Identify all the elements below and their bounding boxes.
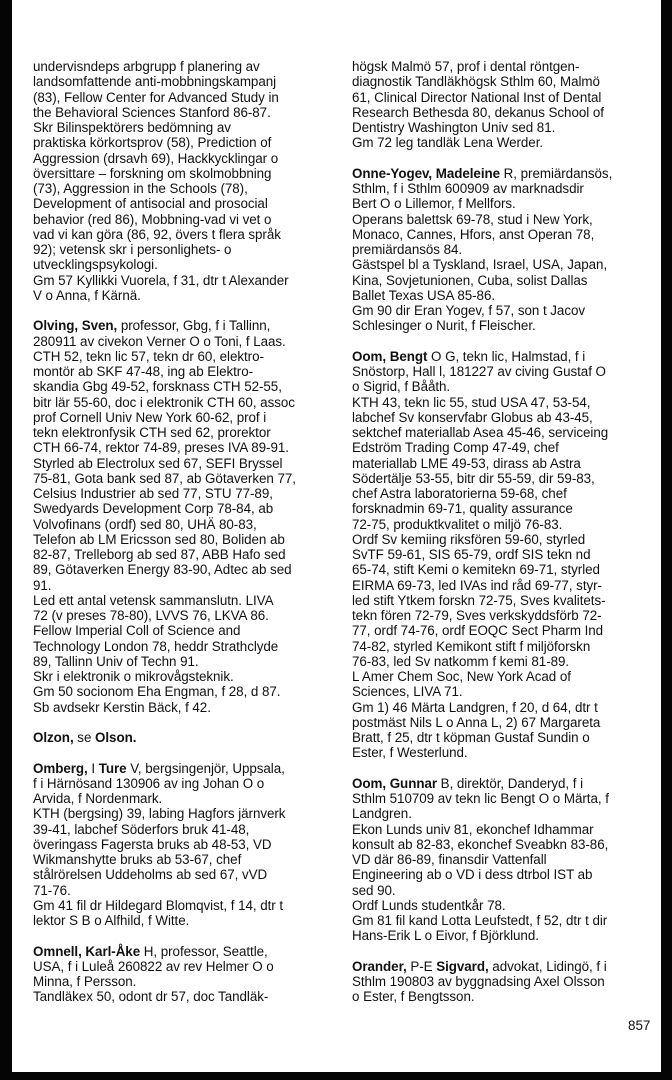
- entry-text: materiallab LME 49-53, dirass ab Astra: [352, 455, 581, 471]
- entry-text: Ballet Texas USA 85-86.: [352, 287, 496, 303]
- entry-text: översittare – forskning om skolmobbning: [33, 165, 272, 181]
- entry-text: Fellow Imperial Coll of Science and: [33, 623, 241, 639]
- entry-text: skandia Gbg 49-52, forsknass CTH 52-55,: [33, 379, 282, 395]
- entry-text: Operans balettsk 69-78, stud i New York,: [352, 211, 593, 227]
- entry-text: Sthlm 510709 av tekn lic Bengt O o Märta, f: [352, 791, 609, 806]
- text-line: [33, 425, 333, 440]
- text-line: [352, 196, 652, 211]
- entry-text: L Amer Chem Soc, New York Acad of: [352, 669, 571, 684]
- text-line: [352, 730, 652, 745]
- entry-text: R, premiärdansös,: [500, 165, 613, 181]
- entry-text: 72 (v preses 78-80), LVVS 76, LKVA 86.: [33, 608, 269, 623]
- entry-text: Research Bethesda 80, dekanus School of: [352, 104, 604, 120]
- text-line: [352, 837, 652, 852]
- text-line: [33, 867, 333, 882]
- text-line: [33, 334, 333, 349]
- entry-text: Schlesinger o Nurit, f Fleischer.: [352, 318, 536, 334]
- entry-text: chef Astra laboratorierna 59-68, chef: [352, 486, 567, 501]
- text-line: [352, 959, 652, 974]
- text-line: [33, 151, 333, 166]
- entry-text: lektor S B o Alfhild, f Witte.: [33, 913, 190, 928]
- entry-name-bold: Olving, Sven,: [33, 318, 118, 334]
- text-line: [352, 135, 652, 150]
- text-line: [352, 547, 652, 562]
- entry-text: högsk Malmö 57, prof i dental röntgen-: [352, 59, 580, 74]
- text-line: [352, 395, 652, 410]
- biography-entry: [33, 59, 333, 303]
- text-line: [352, 639, 652, 654]
- text-line: [352, 456, 652, 471]
- entry-text: undervisndeps arbgrupp f planering av: [33, 59, 260, 74]
- text-line: [352, 166, 652, 181]
- entry-text: postmäst Nils L o Anna L, 2) 67 Margareta: [352, 714, 601, 730]
- entry-text: Gästspel bl a Tyskland, Israel, USA, Japan,: [352, 257, 608, 273]
- text-line: [352, 608, 652, 623]
- text-line: [352, 318, 652, 333]
- entry-text: tekn fören 72-79, Sves verkskyddsförb 72-: [352, 608, 602, 623]
- entry-text: Volvofinans (ordf) sed 80, UHÄ 80-83,: [33, 516, 257, 532]
- entry-text: CTH 66-74, rektor 74-89, preses IVA 89-91.: [33, 440, 289, 456]
- text-line: [33, 776, 333, 791]
- entry-name-bold: Oom, Gunnar: [352, 775, 438, 791]
- entry-text: Development of antisocial and prosocial: [33, 196, 268, 212]
- entry-text: överingass Fagersta bruks ab 48-53, VD: [33, 836, 272, 852]
- entry-text: o Sigrid, f Bååth.: [352, 379, 451, 395]
- entry-text: professor, Gbg, f i Tallinn,: [117, 318, 271, 334]
- entry-text: Ordf Sv kemiing riksfören 59-60, styrled: [352, 531, 586, 547]
- entry-name-bold: Olzon,: [33, 730, 74, 745]
- entry-text: V o Anna, f Kärnä.: [33, 287, 141, 303]
- entry-text: Aggression (drsavh 69), Hackkycklingar o: [33, 150, 279, 166]
- text-line: [352, 791, 652, 806]
- right-column: [352, 59, 652, 1020]
- scan-border-left: [0, 0, 12, 1080]
- entry-text: Snöstorp, Hall l, 181227 av civing Gustaf O: [352, 364, 606, 379]
- entry-text: V, bergsingenjör, Uppsala,: [126, 760, 285, 776]
- text-line: [33, 654, 333, 669]
- entry-name-bold: Olson.: [95, 730, 137, 745]
- text-line: [352, 90, 652, 105]
- entry-text: 77, ordf 74-76, ordf EOQC Sect Pharm Ind: [352, 623, 604, 639]
- entry-text: Minna, f Persson.: [33, 974, 137, 989]
- text-line: [33, 395, 333, 410]
- entry-text: Led ett antal vetensk sammanslutn. LIVA: [33, 592, 274, 608]
- text-line: [33, 517, 333, 532]
- text-line: [33, 989, 333, 1004]
- text-line: [352, 745, 652, 760]
- text-line: [352, 349, 652, 364]
- text-line: [33, 227, 333, 242]
- text-line: [33, 608, 333, 623]
- entry-text: Wikmanshytte bruks ab 53-67, chef: [33, 852, 242, 867]
- text-line: [352, 578, 652, 593]
- text-line: [33, 669, 333, 684]
- text-line: [352, 806, 652, 821]
- entry-text: 71-76.: [33, 882, 71, 898]
- text-line: [33, 700, 333, 715]
- entry-text: sed 90.: [352, 882, 396, 898]
- text-line: [352, 517, 652, 532]
- text-line: [352, 822, 652, 837]
- text-line: [352, 989, 652, 1004]
- entry-text: EIRMA 69-73, led IVAs ind råd 69-77, styr-: [352, 577, 602, 593]
- text-line: [33, 379, 333, 394]
- entry-text: KTH 43, tekn lic 55, stud USA 47, 53-54,: [352, 394, 591, 410]
- entry-text: Telefon ab LM Ericsson sed 80, Boliden ab: [33, 531, 285, 547]
- text-line: [33, 791, 333, 806]
- biography-entry: [352, 959, 652, 1005]
- entry-text: behavior (red 86), Mobbning-vad vi vet o: [33, 211, 272, 227]
- entry-text: premiärdansös 84.: [352, 242, 463, 257]
- entry-text: Bratt, f 25, dtr t köpman Gustaf Sundin o: [352, 730, 590, 745]
- text-line: [352, 883, 652, 898]
- text-line: [352, 715, 652, 730]
- text-line: [33, 59, 333, 74]
- text-line: [352, 288, 652, 303]
- entry-text: 76-83, led Sv natkomm f kemi 81-89.: [352, 653, 570, 669]
- text-line: [33, 212, 333, 227]
- entry-text: I: [87, 760, 99, 776]
- text-line: [352, 364, 652, 379]
- scan-border-right: [661, 0, 672, 1080]
- entry-text: o Ester, f Bengtsson.: [352, 989, 475, 1005]
- entry-text: f i Härnösand 130906 av ing Johan O o: [33, 775, 265, 791]
- entry-text: Hans-Erik L o Eivor, f Björklund.: [352, 928, 539, 944]
- text-line: [352, 867, 652, 882]
- text-line: [352, 379, 652, 394]
- entry-text: Gm 90 dir Eran Yogev, f 57, son t Jacov: [352, 303, 586, 318]
- entry-text: O G, tekn lic, Halmstad, f i: [427, 348, 586, 364]
- text-line: [33, 196, 333, 211]
- entry-text: B, direktör, Danderyd, f i: [437, 775, 584, 791]
- text-line: [33, 166, 333, 181]
- text-line: [33, 181, 333, 196]
- text-line: [352, 654, 652, 669]
- text-line: [33, 501, 333, 516]
- entry-text: prof Cornell Univ New York 60-62, prof i: [33, 409, 267, 425]
- entry-text: Gm 50 socionom Eha Engman, f 28, d 87.: [33, 684, 281, 700]
- entry-text: 92); vetensk skr i personlighets- o: [33, 242, 232, 257]
- entry-name-bold: Omberg,: [33, 760, 88, 776]
- text-line: [33, 410, 333, 425]
- text-line: [352, 593, 652, 608]
- entry-name-bold: Ture: [98, 760, 127, 776]
- entry-text: Gm 72 leg tandläk Lena Werder.: [352, 135, 544, 151]
- text-line: [33, 486, 333, 501]
- entry-text: 65-74, stift Kemi o kemitekn 69-71, styrled: [352, 562, 600, 578]
- entry-text: H, professor, Seattle,: [140, 943, 268, 959]
- text-line: [352, 440, 652, 455]
- entry-text: Skr i elektronik o mikrovågsteknik.: [33, 669, 234, 684]
- entry-text: (83), Fellow Center for Advanced Study in: [33, 89, 279, 105]
- text-line: [33, 547, 333, 562]
- entry-text: Ordf Lunds studentkår 78.: [352, 897, 506, 913]
- entry-text: Engineering ab o VD i dess dtrbol IST ab: [352, 867, 593, 883]
- entry-text: advokat, Lidingö, f i: [488, 958, 607, 974]
- text-line: [352, 59, 652, 74]
- text-line: [33, 364, 333, 379]
- text-line: [352, 501, 652, 516]
- text-line: [352, 74, 652, 89]
- entry-text: 89, Tallinn Univ of Techn 91.: [33, 653, 199, 669]
- entry-text: led stift Ytkem forskn 72-75, Sves kvalitets-: [352, 592, 606, 608]
- text-line: [352, 562, 652, 577]
- entry-text: Monaco, Cannes, Hfors, anst Operan 78,: [352, 226, 595, 242]
- text-line: [33, 120, 333, 135]
- text-line: [33, 623, 333, 638]
- text-line: [33, 349, 333, 364]
- entry-text: 39-41, labchef Söderfors bruk 41-48,: [33, 821, 250, 837]
- text-line: [352, 623, 652, 638]
- entry-text: Sthlm, f i Sthlm 600909 av marknadsdir: [352, 181, 584, 196]
- entry-text: Sciences, LIVA 71.: [352, 684, 463, 700]
- text-line: [352, 684, 652, 699]
- text-line: [352, 242, 652, 257]
- text-line: [33, 639, 333, 654]
- text-line: [352, 974, 652, 989]
- text-line: [33, 730, 333, 745]
- page-number: 857: [628, 1018, 651, 1033]
- entry-text: Tandläkex 50, odont dr 57, doc Tandläk-: [33, 989, 269, 1005]
- entry-text: Södertälje 53-55, bitr dir 55-59, dir 59-83,: [352, 470, 595, 486]
- text-line: [33, 562, 333, 577]
- text-line: [33, 273, 333, 288]
- text-line: [33, 974, 333, 989]
- text-line: [33, 90, 333, 105]
- text-line: [33, 593, 333, 608]
- text-line: [352, 181, 652, 196]
- text-line: [352, 471, 652, 486]
- entry-text: Swedyards Development Corp 78-84, ab: [33, 501, 274, 517]
- entry-text: Edström Trading Comp 47-49, chef: [352, 440, 559, 456]
- text-line: [33, 837, 333, 852]
- entry-text: Sthlm 190803 av byggnadsing Axel Olsson: [352, 974, 605, 989]
- entry-text: Celsius Industrier ab sed 77, STU 77-89,: [33, 486, 273, 501]
- text-line: [33, 944, 333, 959]
- entry-name-bold: Oom, Bengt: [352, 348, 428, 364]
- text-line: [352, 105, 652, 120]
- biography-entry: [352, 349, 652, 761]
- entry-text: 89, Götaverken Energy 83-90, Adtec ab sed: [33, 562, 292, 578]
- entry-text: P-E: [406, 958, 437, 974]
- entry-text: se: [73, 730, 96, 745]
- entry-text: labchef Sv konservfabr Globus ab 43-45,: [352, 409, 593, 425]
- text-line: [352, 913, 652, 928]
- entry-text: Gm 1) 46 Märta Landgren, f 20, d 64, dtr t: [352, 699, 598, 715]
- text-line: [352, 273, 652, 288]
- entry-text: montör ab SKF 47-48, ing ab Elektro-: [33, 364, 254, 379]
- entry-text: vad vi kan göra (86, 92, övers t flera språk: [33, 226, 281, 242]
- entry-name-bold: Onne-Yogev, Madeleine: [352, 165, 501, 181]
- entry-text: Ester, f Westerlund.: [352, 745, 468, 761]
- entry-text: tekn elektronfysik CTH sed 62, prorektor: [33, 425, 271, 440]
- text-line: [33, 578, 333, 593]
- text-line: [33, 74, 333, 89]
- entry-text: Ekon Lunds univ 81, ekonchef Idhammar: [352, 821, 594, 837]
- left-column: [33, 59, 333, 1020]
- entry-text: bitr lär 55-60, doc i elektronik CTH 60, assoc: [33, 394, 295, 410]
- scan-border-bottom: [0, 1072, 672, 1080]
- entry-text: 280911 av civekon Verner O o Toni, f Laas.: [33, 333, 286, 349]
- entry-text: 74-82, styrled Kemikont stift f miljöforskn: [352, 638, 591, 654]
- entry-text: Arvida, f Nordenmark.: [33, 791, 163, 806]
- entry-text: Skr Bilinspektörers bedömning av: [33, 120, 231, 135]
- entry-text: stålrörelsen Uddeholms ab sed 67, vVD: [33, 867, 268, 883]
- entry-text: VD där 86-89, finansdir Vattenfall: [352, 852, 547, 867]
- text-line: [352, 486, 652, 501]
- text-line: [33, 135, 333, 150]
- entry-text: 75-81, Gota bank sed 87, ab Götaverken 77,: [33, 470, 296, 486]
- entry-text: SvTF 59-61, SIS 65-79, ordf SIS tekn nd: [352, 547, 591, 562]
- text-line: [33, 806, 333, 821]
- text-line: [33, 684, 333, 699]
- entry-name-bold: Orander,: [352, 958, 407, 974]
- entry-text: Dentistry Washington Univ sed 81.: [352, 120, 556, 135]
- text-line: [33, 761, 333, 776]
- entry-text: (73), Aggression in the Schools (78),: [33, 181, 248, 196]
- entry-text: Technology London 78, heddr Strathclyde: [33, 638, 279, 654]
- entry-text: 91.: [33, 577, 52, 593]
- text-line: [33, 257, 333, 272]
- text-line: [352, 898, 652, 913]
- text-line: [33, 913, 333, 928]
- entry-text: konsult ab 82-83, ekonchef Sveabkn 83-86,: [352, 836, 609, 852]
- entry-text: Kina, Sovjetunionen, Cuba, solist Dallas: [352, 272, 588, 288]
- entry-text: 82-87, Trelleborg ab sed 87, ABB Hafo sed: [33, 547, 286, 562]
- entry-text: CTH 52, tekn lic 57, tekn dr 60, elektro-: [33, 348, 264, 364]
- text-line: [33, 471, 333, 486]
- text-line: [352, 532, 652, 547]
- text-line: [352, 928, 652, 943]
- text-line: [352, 852, 652, 867]
- entry-text: forsknadmin 69-71, quality assurance: [352, 501, 573, 517]
- biography-entry: [33, 318, 333, 715]
- biography-entry: [33, 730, 333, 745]
- text-line: [352, 700, 652, 715]
- text-line: [352, 410, 652, 425]
- entry-text: Gm 81 fil kand Lotta Leufstedt, f 52, dtr t dir: [352, 913, 608, 928]
- biography-entry: [352, 59, 652, 151]
- biography-entry: [33, 944, 333, 1005]
- text-line: [33, 898, 333, 913]
- entry-text: Styrled ab Electrolux sed 67, SEFI Bryssel: [33, 455, 283, 471]
- text-line: [33, 440, 333, 455]
- entry-name-bold: Sigvard,: [436, 958, 489, 974]
- text-line: [33, 105, 333, 120]
- entry-text: 61, Clinical Director National Inst of Dental: [352, 89, 602, 105]
- entry-text: the Behavioral Sciences Stanford 86-87.: [33, 104, 271, 120]
- text-line: [352, 120, 652, 135]
- entry-text: sektchef materiallab Asea 45-46, serviceing: [352, 425, 609, 440]
- text-line: [352, 257, 652, 272]
- text-line: [352, 669, 652, 684]
- entry-name-bold: Omnell, Karl-Åke: [33, 943, 141, 959]
- text-line: [33, 852, 333, 867]
- text-line: [352, 776, 652, 791]
- biography-entry: [33, 761, 333, 929]
- text-line: [33, 959, 333, 974]
- entry-text: utvecklingspsykologi.: [33, 257, 158, 273]
- text-line: [352, 212, 652, 227]
- entry-text: Bert O o Lillemor, f Mellfors.: [352, 196, 516, 212]
- entry-text: USA, f i Luleå 260822 av rev Helmer O o: [33, 958, 274, 974]
- text-line: [33, 456, 333, 471]
- text-line: [352, 425, 652, 440]
- entry-text: diagnostik Tandläkhögsk Sthlm 60, Malmö: [352, 74, 600, 90]
- entry-text: Gm 57 Kyllikki Vuorela, f 31, dtr t Alexander: [33, 272, 289, 288]
- entry-text: 72-75, produktkvalitet o miljö 76-83.: [352, 516, 563, 532]
- entry-text: praktiska körkortsprov (58), Prediction of: [33, 135, 272, 151]
- entry-text: Gm 41 fil dr Hildegard Blomqvist, f 14, dtr t: [33, 897, 284, 913]
- entry-text: landsomfattende anti-mobbningskampanj: [33, 74, 277, 90]
- text-line: [33, 883, 333, 898]
- text-line: [33, 822, 333, 837]
- text-line: [33, 532, 333, 547]
- text-line: [33, 242, 333, 257]
- entry-text: Sb avdsekr Kerstin Bäck, f 42.: [33, 699, 211, 715]
- entry-text: Landgren.: [352, 806, 412, 822]
- biography-entry: [352, 776, 652, 944]
- text-line: [352, 227, 652, 242]
- text-line: [33, 288, 333, 303]
- entry-text: KTH (bergsing) 39, labing Hagfors järnverk: [33, 806, 286, 822]
- text-line: [33, 318, 333, 333]
- biography-entry: [352, 166, 652, 334]
- text-line: [352, 303, 652, 318]
